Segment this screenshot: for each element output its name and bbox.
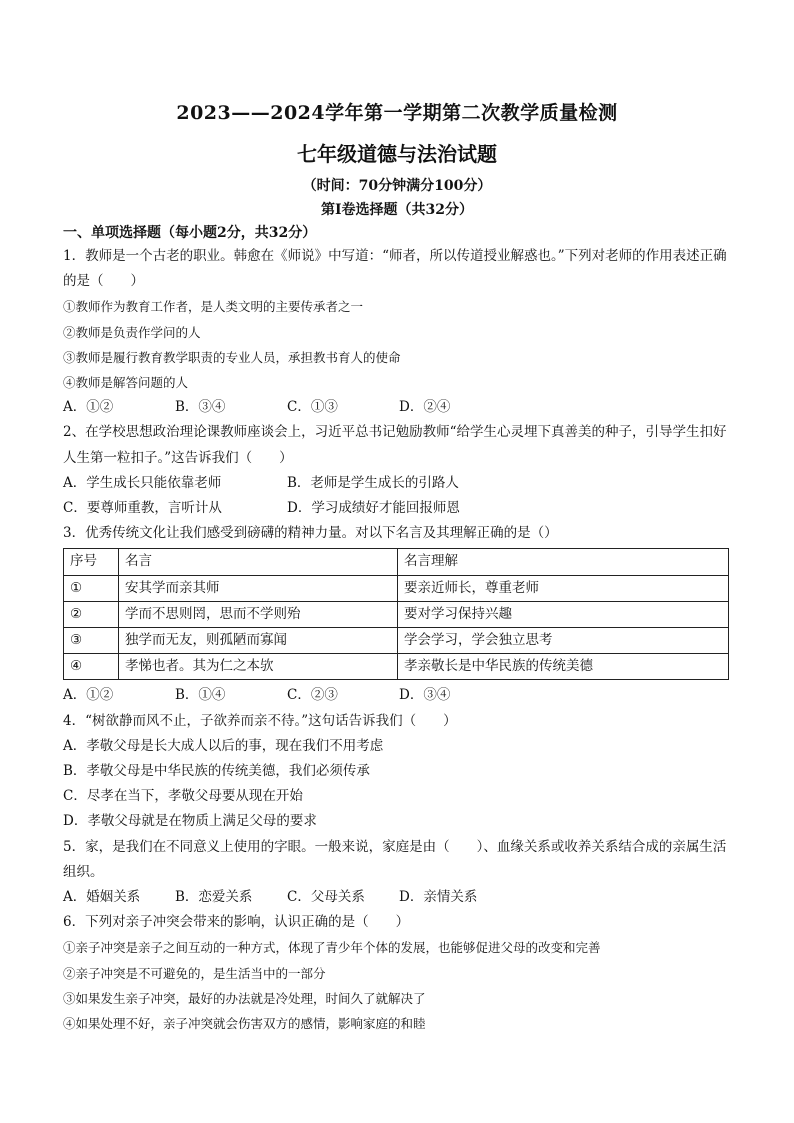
table-header-row <box>64 549 729 575</box>
q1-option-a[interactable]: A．①② <box>63 399 114 416</box>
q3-option-b[interactable]: B．①④ <box>175 687 226 704</box>
table-cell: ③ <box>64 628 119 654</box>
table-row <box>64 575 729 601</box>
q2-option-a[interactable]: A．学生成长只能依靠老师 <box>63 474 222 491</box>
q4-option-a[interactable]: A．孝敬父母是长大成人以后的事，现在我们不用考虑 <box>63 737 384 754</box>
question-4-stem: 4．“树欲静而风不止，子欲养而亲不待。”这句话告诉我们（ ） <box>63 712 457 729</box>
q5-option-a[interactable]: A．婚姻关系 <box>63 889 141 906</box>
question-6-stem: 6．下列对亲子冲突会带来的影响，认识正确的是（ ） <box>63 914 410 931</box>
q5-options <box>63 885 733 910</box>
table-row <box>64 601 729 627</box>
time-info: （时间：70分钟满分100分） <box>302 178 492 194</box>
q6-item-4: ④如果处理不好，亲子冲突就会伤害双方的感情，影响家庭的和睦 <box>63 1016 426 1032</box>
q6-item-2: ②亲子冲突是不可避免的，是生活当中的一部分 <box>63 965 326 981</box>
q3-options <box>63 683 733 708</box>
q1-options <box>63 395 733 420</box>
subject-title: 七年级道德与法治试题 <box>297 142 497 166</box>
q1-option-b[interactable]: B．③④ <box>175 399 226 416</box>
q1-item-1: ①教师作为教育工作者，是人类文明的主要传承者之一 <box>63 299 364 315</box>
table-cell: 安其学而亲其师 <box>119 575 398 601</box>
table-header-cell: 名言 <box>119 549 398 575</box>
table-cell: ① <box>64 575 119 601</box>
section-title: 一、单项选择题（每小题2分，共32分） <box>63 225 317 241</box>
question-3-stem: 3．优秀传统文化让我们感受到磅礴的精神力量。对以下名言及其理解正确的是（） <box>63 525 558 542</box>
question-2-stem: 2、在学校思想政治理论课教师座谈会上，习近平总书记勉励教师“给学生心灵埋下真善美的种子，引导学生扣好人生第一粒扣子。”这告诉我们（ ） <box>63 424 727 466</box>
quote-table <box>63 548 729 680</box>
table-cell: 学会学习，学会独立思考 <box>398 628 729 654</box>
table-cell: ② <box>64 601 119 627</box>
q3-option-a[interactable]: A．①② <box>63 687 114 704</box>
q4-option-d[interactable]: D．孝敬父母就是在物质上满足父母的要求 <box>63 813 317 830</box>
table-cell: ④ <box>64 654 119 680</box>
q1-item-3: ③教师是履行教育教学职责的专业人员，承担教书育人的使命 <box>63 349 401 365</box>
q3-option-d[interactable]: D．③④ <box>399 687 451 704</box>
q1-option-c[interactable]: C．①③ <box>287 399 338 416</box>
q5-option-c[interactable]: C．父母关系 <box>287 889 365 906</box>
q2-option-b[interactable]: B．老师是学生成长的引路人 <box>287 474 459 491</box>
volume-title: 第I卷选择题（共32分） <box>320 202 474 218</box>
exam-title: 2023——2024学年第一学期第二次教学质量检测 <box>176 102 618 124</box>
q1-item-4: ④教师是解答问题的人 <box>63 375 189 391</box>
table-cell: 孝亲敬长是中华民族的传统美德 <box>398 654 729 680</box>
q4-option-c[interactable]: C．尽孝在当下，孝敬父母要从现在开始 <box>63 788 303 805</box>
question-1-stem: 1．教师是一个古老的职业。韩愈在《师说》中写道：“师者，所以传道授业解惑也。”下列对老师的作用表述正确的是（ ） <box>63 248 727 290</box>
table-header-cell: 名言理解 <box>398 549 729 575</box>
q3-option-c[interactable]: C．②③ <box>287 687 338 704</box>
q5-option-d[interactable]: D．亲情关系 <box>399 889 478 906</box>
table-cell: 要亲近师长，尊重老师 <box>398 575 729 601</box>
table-header-cell: 序号 <box>64 549 119 575</box>
q6-item-3: ③如果发生亲子冲突，最好的办法就是冷处理，时间久了就解决了 <box>63 990 426 1006</box>
q1-item-2: ②教师是负责作学问的人 <box>63 324 201 340</box>
table-cell: 要对学习保持兴趣 <box>398 601 729 627</box>
q4-option-b[interactable]: B．孝敬父母是中华民族的传统美德，我们必须传承 <box>63 763 370 780</box>
table-cell: 学而不思则罔，思而不学则殆 <box>119 601 398 627</box>
table-cell: 孝悌也者。其为仁之本欤 <box>119 654 398 680</box>
q2-option-c[interactable]: C．要尊师重教，言听计从 <box>63 500 222 517</box>
q2-options-row-2 <box>63 496 733 521</box>
q1-option-d[interactable]: D．②④ <box>399 399 451 416</box>
q2-option-d[interactable]: D．学习成绩好才能回报师恩 <box>287 500 460 517</box>
questions <box>63 244 733 1036</box>
q2-options-row-1 <box>63 471 733 496</box>
q5-option-b[interactable]: B．恋爱关系 <box>175 889 253 906</box>
q6-item-1: ①亲子冲突是亲子之间互动的一种方式，体现了青少年个体的发展，也能够促进父母的改变和完善 <box>63 940 601 956</box>
table-row <box>64 628 729 654</box>
question-5-stem: 5．家，是我们在不同意义上使用的字眼。一般来说，家庭是由（ ）、血缘关系或收养关系结合成的亲属生活组织。 <box>63 838 727 880</box>
table-cell: 独学而无友，则孤陋而寡闻 <box>119 628 398 654</box>
table-row <box>64 654 729 680</box>
